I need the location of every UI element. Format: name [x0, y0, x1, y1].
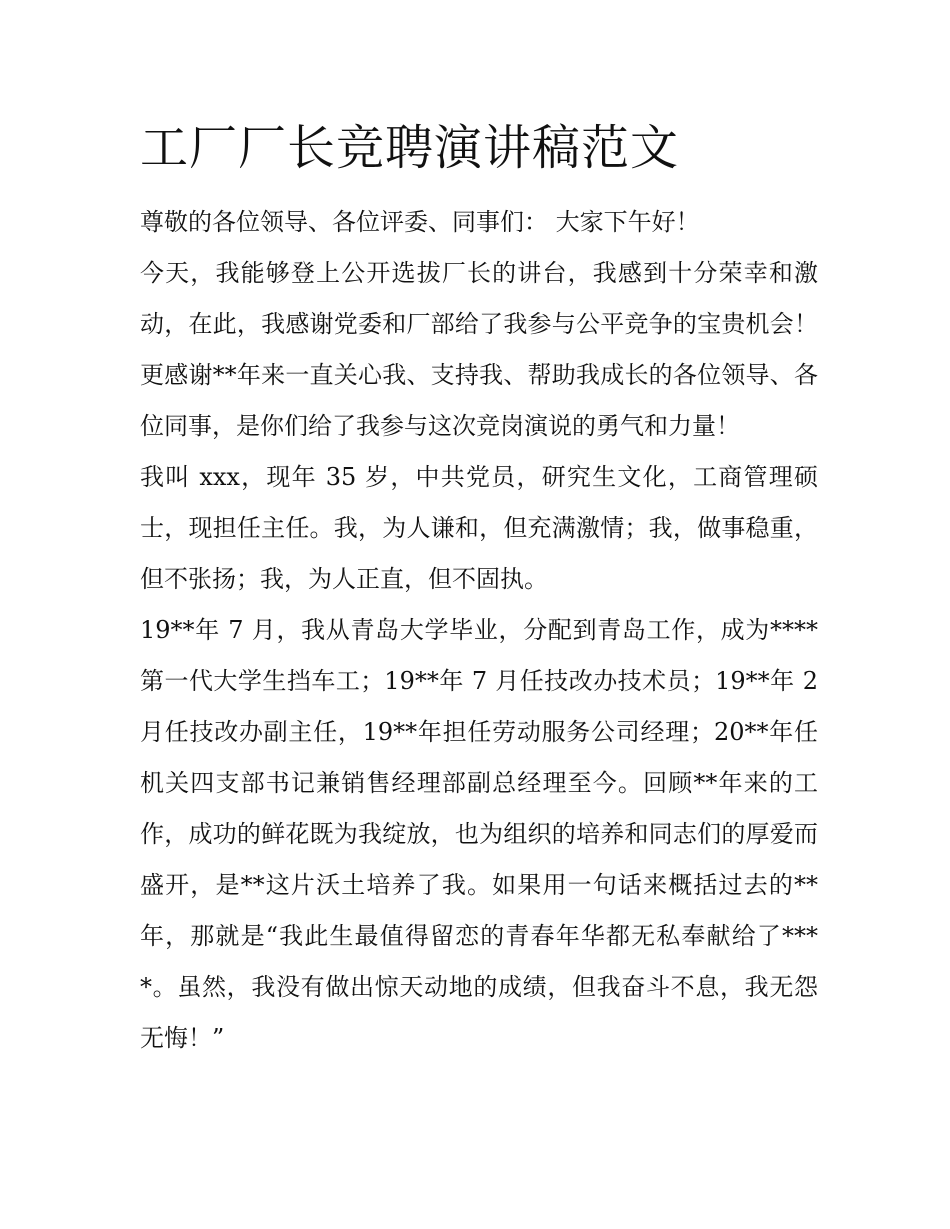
document-body: [140, 197, 818, 1064]
paragraph-greeting: 尊敬的各位领导、各位评委、同事们： 大家下午好！: [140, 208, 700, 236]
document-title: 工厂厂长竞聘演讲稿范文: [140, 120, 680, 176]
paragraph-self-introduction: 我叫 xxx，现年 35 岁，中共党员，研究生文化，工商管理硕士，现担任主任。我，为人谦和，但充满激情；我，做事稳重，但不张扬；我，为人正直，但不固执。: [140, 463, 818, 593]
paragraph-thanks: 今天，我能够登上公开选拔厂长的讲台，我感到十分荣幸和激动，在此，我感谢党委和厂部给了我参与公平竞争的宝贵机会！更感谢**年来一直关心我、支持我、帮助我成长的各位领导、各位同事，是你们给了我参与这次竞岗演说的勇气和力量！: [140, 259, 818, 440]
paragraph-career-history: 19**年 7 月，我从青岛大学毕业，分配到青岛工作，成为****第一代大学生挡车工；19**年 7 月任技改办技术员；19**年 2 月任技改办副主任，19**年担任劳动服务公司经理；20**年任机关四支部书记兼销售经理部副总经理至今。回顾**年来的工作，成功的鲜花既为我绽放，也为组织的培养和同志们的厚爱而盛开，是**这片沃土培养了我。如果用一句话来概括过去的**年，那就是“我此生最值得留恋的青春年华都无私奉献给了****。虽然，我没有做出惊天动地的成绩，但我奋斗不息，我无怨无悔！”: [140, 616, 818, 1052]
